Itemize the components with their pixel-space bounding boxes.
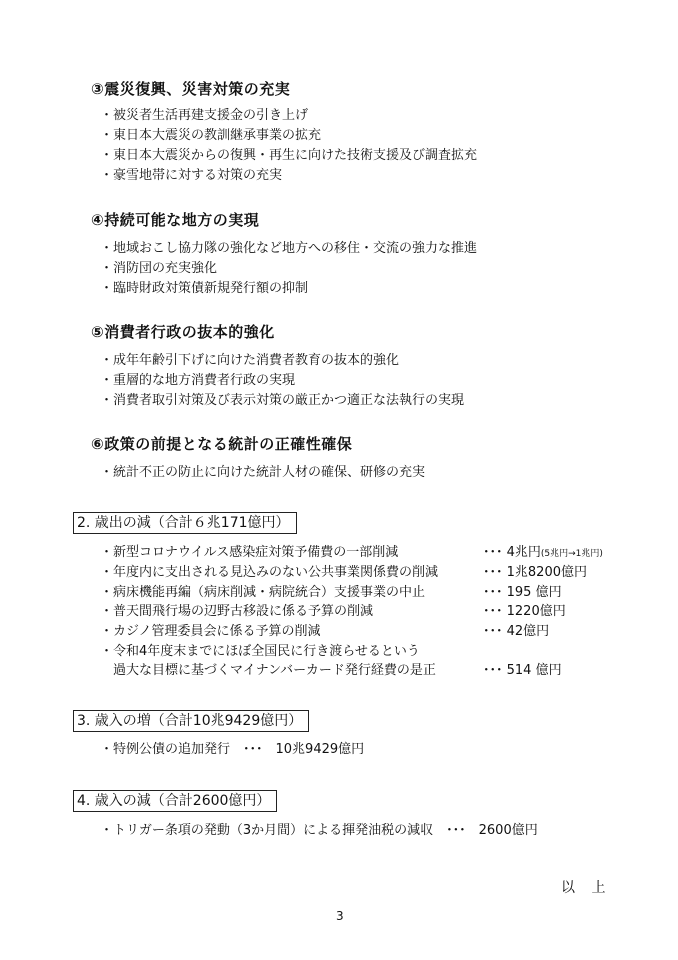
list-item: ・豪雪地帯に対する対策の充実 (100, 168, 283, 183)
list-item: ・新型コロナウイルス感染症対策予備費の一部削減 (100, 545, 399, 560)
section-title-consumer: ⑤消費者行政の抜本的強化 (91, 323, 275, 341)
list-item: ・地域おこし協力隊の強化など地方への移住・交流の強力な推進 (100, 241, 478, 256)
list-item: ・重層的な地方消費者行政の実現 (100, 373, 296, 388)
revenue-decrease-heading: 4. 歳入の減（合計2600億円） (73, 790, 277, 812)
amount-value (483, 544, 603, 563)
list-item: ・東日本大震災の教訓継承事業の拡充 (100, 128, 322, 143)
list-item: ・カジノ管理委員会に係る予算の削減 (100, 624, 321, 639)
section-title-regional: ④持続可能な地方の実現 (91, 211, 260, 229)
list-item: ・令和4年度末までにほぼ全国民に行き渡らせるという (100, 644, 420, 659)
list-item: ・病床機能再編（病床削減・病院統合）支援事業の中止 (100, 585, 426, 600)
list-item: ・年度内に支出される見込みのない公共事業関係費の削減 (100, 565, 439, 580)
section-title-disaster: ③震災復興、災害対策の充実 (91, 80, 291, 98)
revenue-increase-heading: 3. 歳入の増（合計10兆9429億円） (73, 710, 309, 732)
list-item: ・消防団の充実強化 (100, 261, 218, 276)
amount-value: ･･･ 1220億円 (483, 604, 566, 619)
list-item: ・普天間飛行場の辺野古移設に係る予算の削減 (100, 604, 374, 619)
amount-value: ･･･ 514 億円 (483, 663, 562, 678)
list-item: ・トリガー条項の発動（3か月間）による揮発油税の減収 ･･･ 2600億円 (100, 823, 538, 838)
section-title-statistics: ⑥政策の前提となる統計の正確性確保 (91, 435, 353, 453)
list-item-continuation: 過大な目標に基づくマイナンバーカード発行経費の是正 (100, 663, 436, 678)
amount-value: ･･･ 195 億円 (483, 585, 562, 600)
closing-mark: 以 上 (561, 880, 612, 896)
amount-text: ･･･ 4兆円 (483, 545, 541, 560)
amount-note: (5兆円→1兆円) (540, 549, 603, 559)
list-item: ・臨時財政対策債新規発行額の抑制 (100, 281, 309, 296)
list-item: ・特例公債の追加発行 ･･･ 10兆9429億円 (100, 742, 365, 757)
list-item: ・統計不正の防止に向けた統計人材の確保、研修の充実 (100, 465, 426, 480)
amount-value: ･･･ 42億円 (483, 624, 550, 639)
amount-value: ･･･ 1兆8200億円 (483, 565, 587, 580)
list-item: ・被災者生活再建支援金の引き上げ (100, 108, 309, 123)
list-item: ・成年年齢引下げに向けた消費者教育の抜本的強化 (100, 353, 400, 368)
list-item: ・消費者取引対策及び表示対策の厳正かつ適正な法執行の実現 (100, 393, 465, 408)
expenditure-cut-heading: 2. 歳出の減（合計６兆171億円） (73, 512, 297, 534)
list-item: ・東日本大震災からの復興・再生に向けた技術支援及び調査拡充 (100, 148, 478, 163)
page-number: 3 (336, 909, 344, 923)
